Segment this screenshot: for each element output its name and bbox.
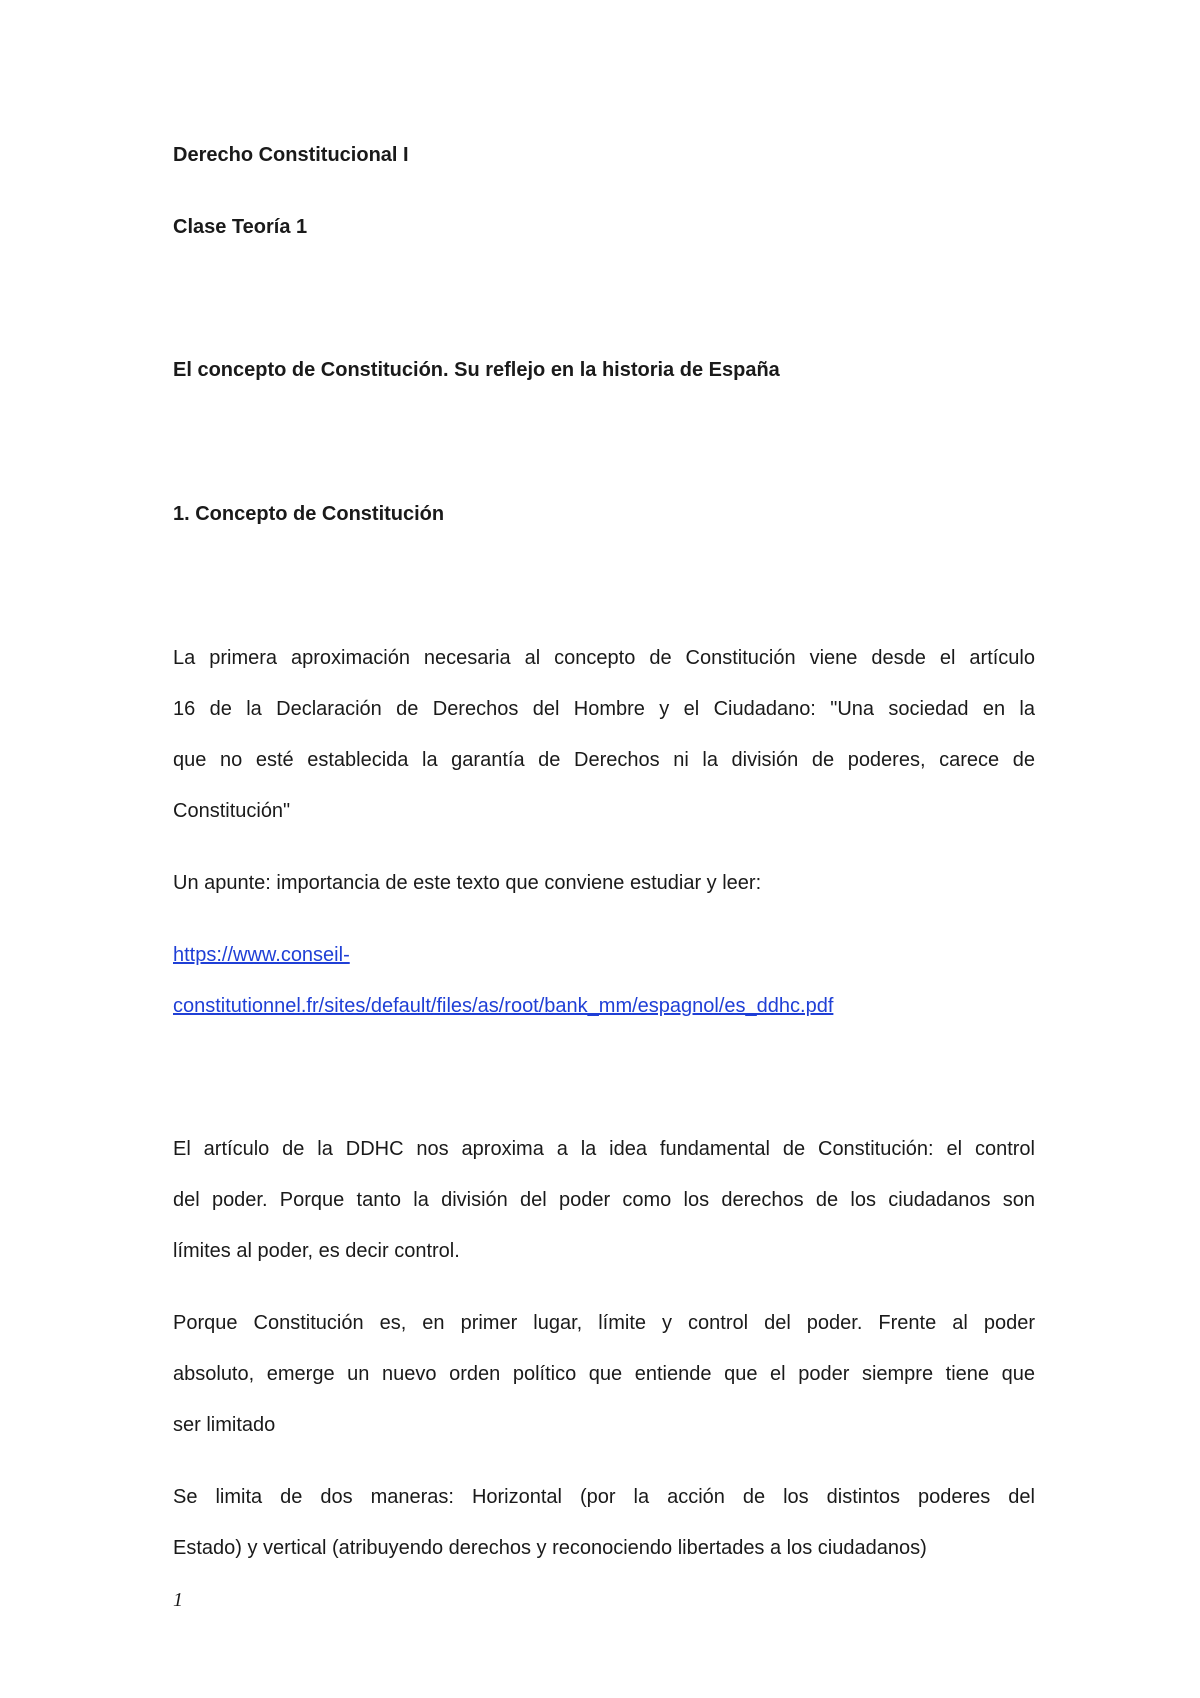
class-title: Clase Teoría 1 [173, 216, 308, 238]
paragraph-line: Un apunte: importancia de este texto que conviene estudiar y leer: [173, 872, 762, 894]
document-link[interactable]: https://www.conseil- [173, 944, 350, 966]
paragraph-line: Estado) y vertical (atribuyendo derechos y reconociendo libertades a los ciudadanos) [173, 1537, 927, 1559]
section-heading: 1. Concepto de Constitución [173, 503, 445, 525]
paragraph-line: del poder. Porque tanto la división del poder como los derechos de los ciudadanos son [173, 1189, 1035, 1211]
paragraph-line: 16 de la Declaración de Derechos del Hombre y el Ciudadano: "Una sociedad en la [173, 698, 1035, 720]
paragraph-line: ser limitado [173, 1414, 276, 1436]
paragraph-line: Constitución" [173, 800, 291, 822]
course-title: Derecho Constitucional I [173, 144, 409, 166]
paragraph-line: Se limita de dos maneras: Horizontal (por la acción de los distintos poderes del [173, 1486, 1035, 1508]
paragraph-line: La primera aproximación necesaria al concepto de Constitución viene desde el artículo [173, 647, 1035, 669]
paragraph-line: absoluto, emerge un nuevo orden político que entiende que el poder siempre tiene que [173, 1363, 1035, 1385]
topic-title: El concepto de Constitución. Su reflejo en la historia de España [173, 359, 780, 381]
paragraph-line: que no esté establecida la garantía de Derechos ni la división de poderes, carece de [173, 749, 1035, 771]
paragraph-line: límites al poder, es decir control. [173, 1240, 460, 1262]
paragraph-line: El artículo de la DDHC nos aproxima a la idea fundamental de Constitución: el control [173, 1138, 1035, 1160]
paragraph-line: Porque Constitución es, en primer lugar, límite y control del poder. Frente al poder [173, 1312, 1035, 1334]
document-link[interactable]: constitutionnel.fr/sites/default/files/as/root/bank_mm/espagnol/es_ddhc.pdf [173, 995, 834, 1017]
page-number: 1 [173, 1589, 183, 1611]
